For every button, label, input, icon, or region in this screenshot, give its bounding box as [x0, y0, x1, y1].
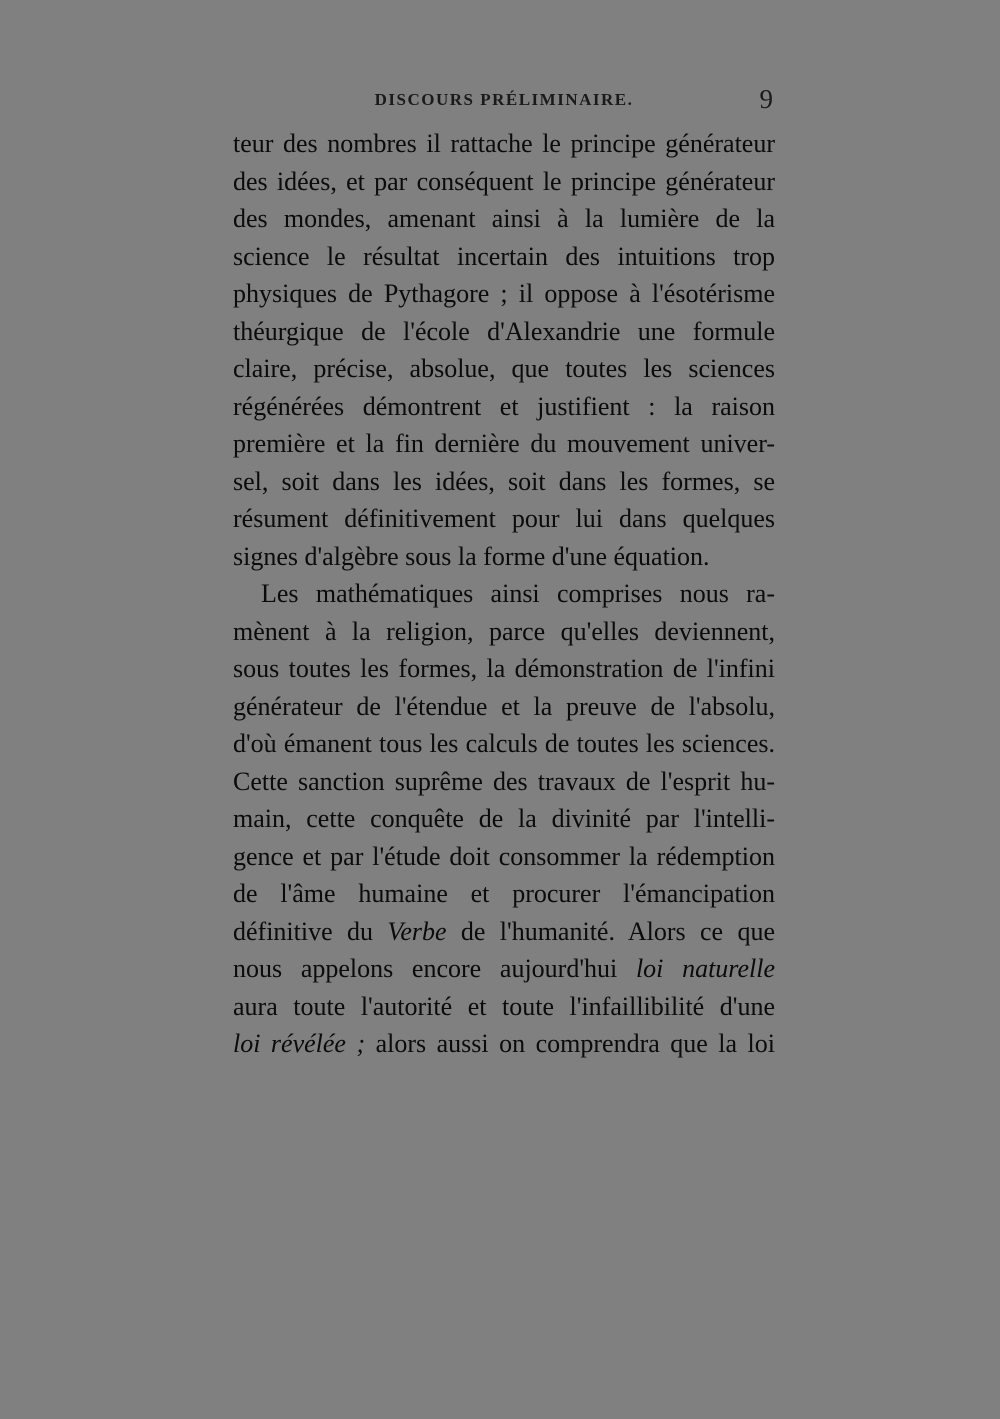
- text-line: d'où émanent tous les calculs de toutes les sciences.: [233, 729, 775, 758]
- text-line: des mondes, amenant ainsi à la lumière de la: [233, 204, 775, 233]
- running-title: DISCOURS PRÉLIMINAIRE.: [374, 90, 634, 109]
- text-line: sous toutes les formes, la démonstration de l'infini: [233, 654, 775, 683]
- text-line: aura toute l'autorité et toute l'infaillibilité d'une: [233, 991, 775, 1021]
- text-line: des idées, et par conséquent le principe générateur: [233, 166, 775, 196]
- text-line: sel, soit dans les idées, soit dans les formes, se: [233, 466, 775, 496]
- text-line: [233, 1025, 775, 1063]
- text-line: première et la fin dernière du mouvement univer-: [233, 429, 775, 458]
- text-line: régénérées démontrent et justifient : la raison: [233, 391, 775, 421]
- italic-phrase-loi-naturelle: loi naturelle: [635, 954, 775, 983]
- text-line: science le résultat incertain des intuitions trop: [233, 241, 775, 271]
- text-line: [233, 950, 775, 988]
- page-number: 9: [759, 84, 773, 114]
- text-line: signes d'algèbre sous la forme d'une équation.: [233, 541, 710, 571]
- text-line: Cette sanction suprême des travaux de l'esprit hu-: [233, 766, 775, 796]
- italic-word-verbe: Verbe: [387, 916, 447, 946]
- italic-phrase-loi-revelee: loi révélée ;: [233, 1029, 366, 1058]
- text-line: teur des nombres il rattache le principe générateur: [233, 129, 775, 158]
- text-segment: nous appelons encore aujourd'hui: [233, 954, 636, 983]
- paragraph-first-line: Les mathématiques ainsi comprises nous ra-: [261, 579, 775, 608]
- text-line: physiques de Pythagore ; il oppose à l'ésotérisme: [233, 279, 775, 308]
- text-line: [233, 913, 775, 951]
- text-line: de l'âme humaine et procurer l'émancipation: [233, 879, 775, 908]
- text-line: résument définitivement pour lui dans quelques: [233, 504, 775, 533]
- text-line: mènent à la religion, parce qu'elles deviennent,: [233, 616, 775, 646]
- text-line: gence et par l'étude doit consommer la rédemption: [233, 841, 775, 871]
- text-line: théurgique de l'école d'Alexandrie une formule: [233, 316, 775, 346]
- text-segment: définitive du: [233, 916, 388, 946]
- body-text: [233, 125, 775, 1063]
- text-line: claire, précise, absolue, que toutes les sciences: [233, 354, 775, 383]
- running-head: [233, 86, 775, 116]
- text-segment: alors aussi on comprendra que la loi: [365, 1029, 775, 1058]
- text-segment: de l'humanité. Alors ce que: [446, 916, 775, 946]
- text-line: main, cette conquête de la divinité par l'intelli-: [233, 804, 775, 833]
- text-line: générateur de l'étendue et la preuve de l'absolu,: [233, 691, 775, 721]
